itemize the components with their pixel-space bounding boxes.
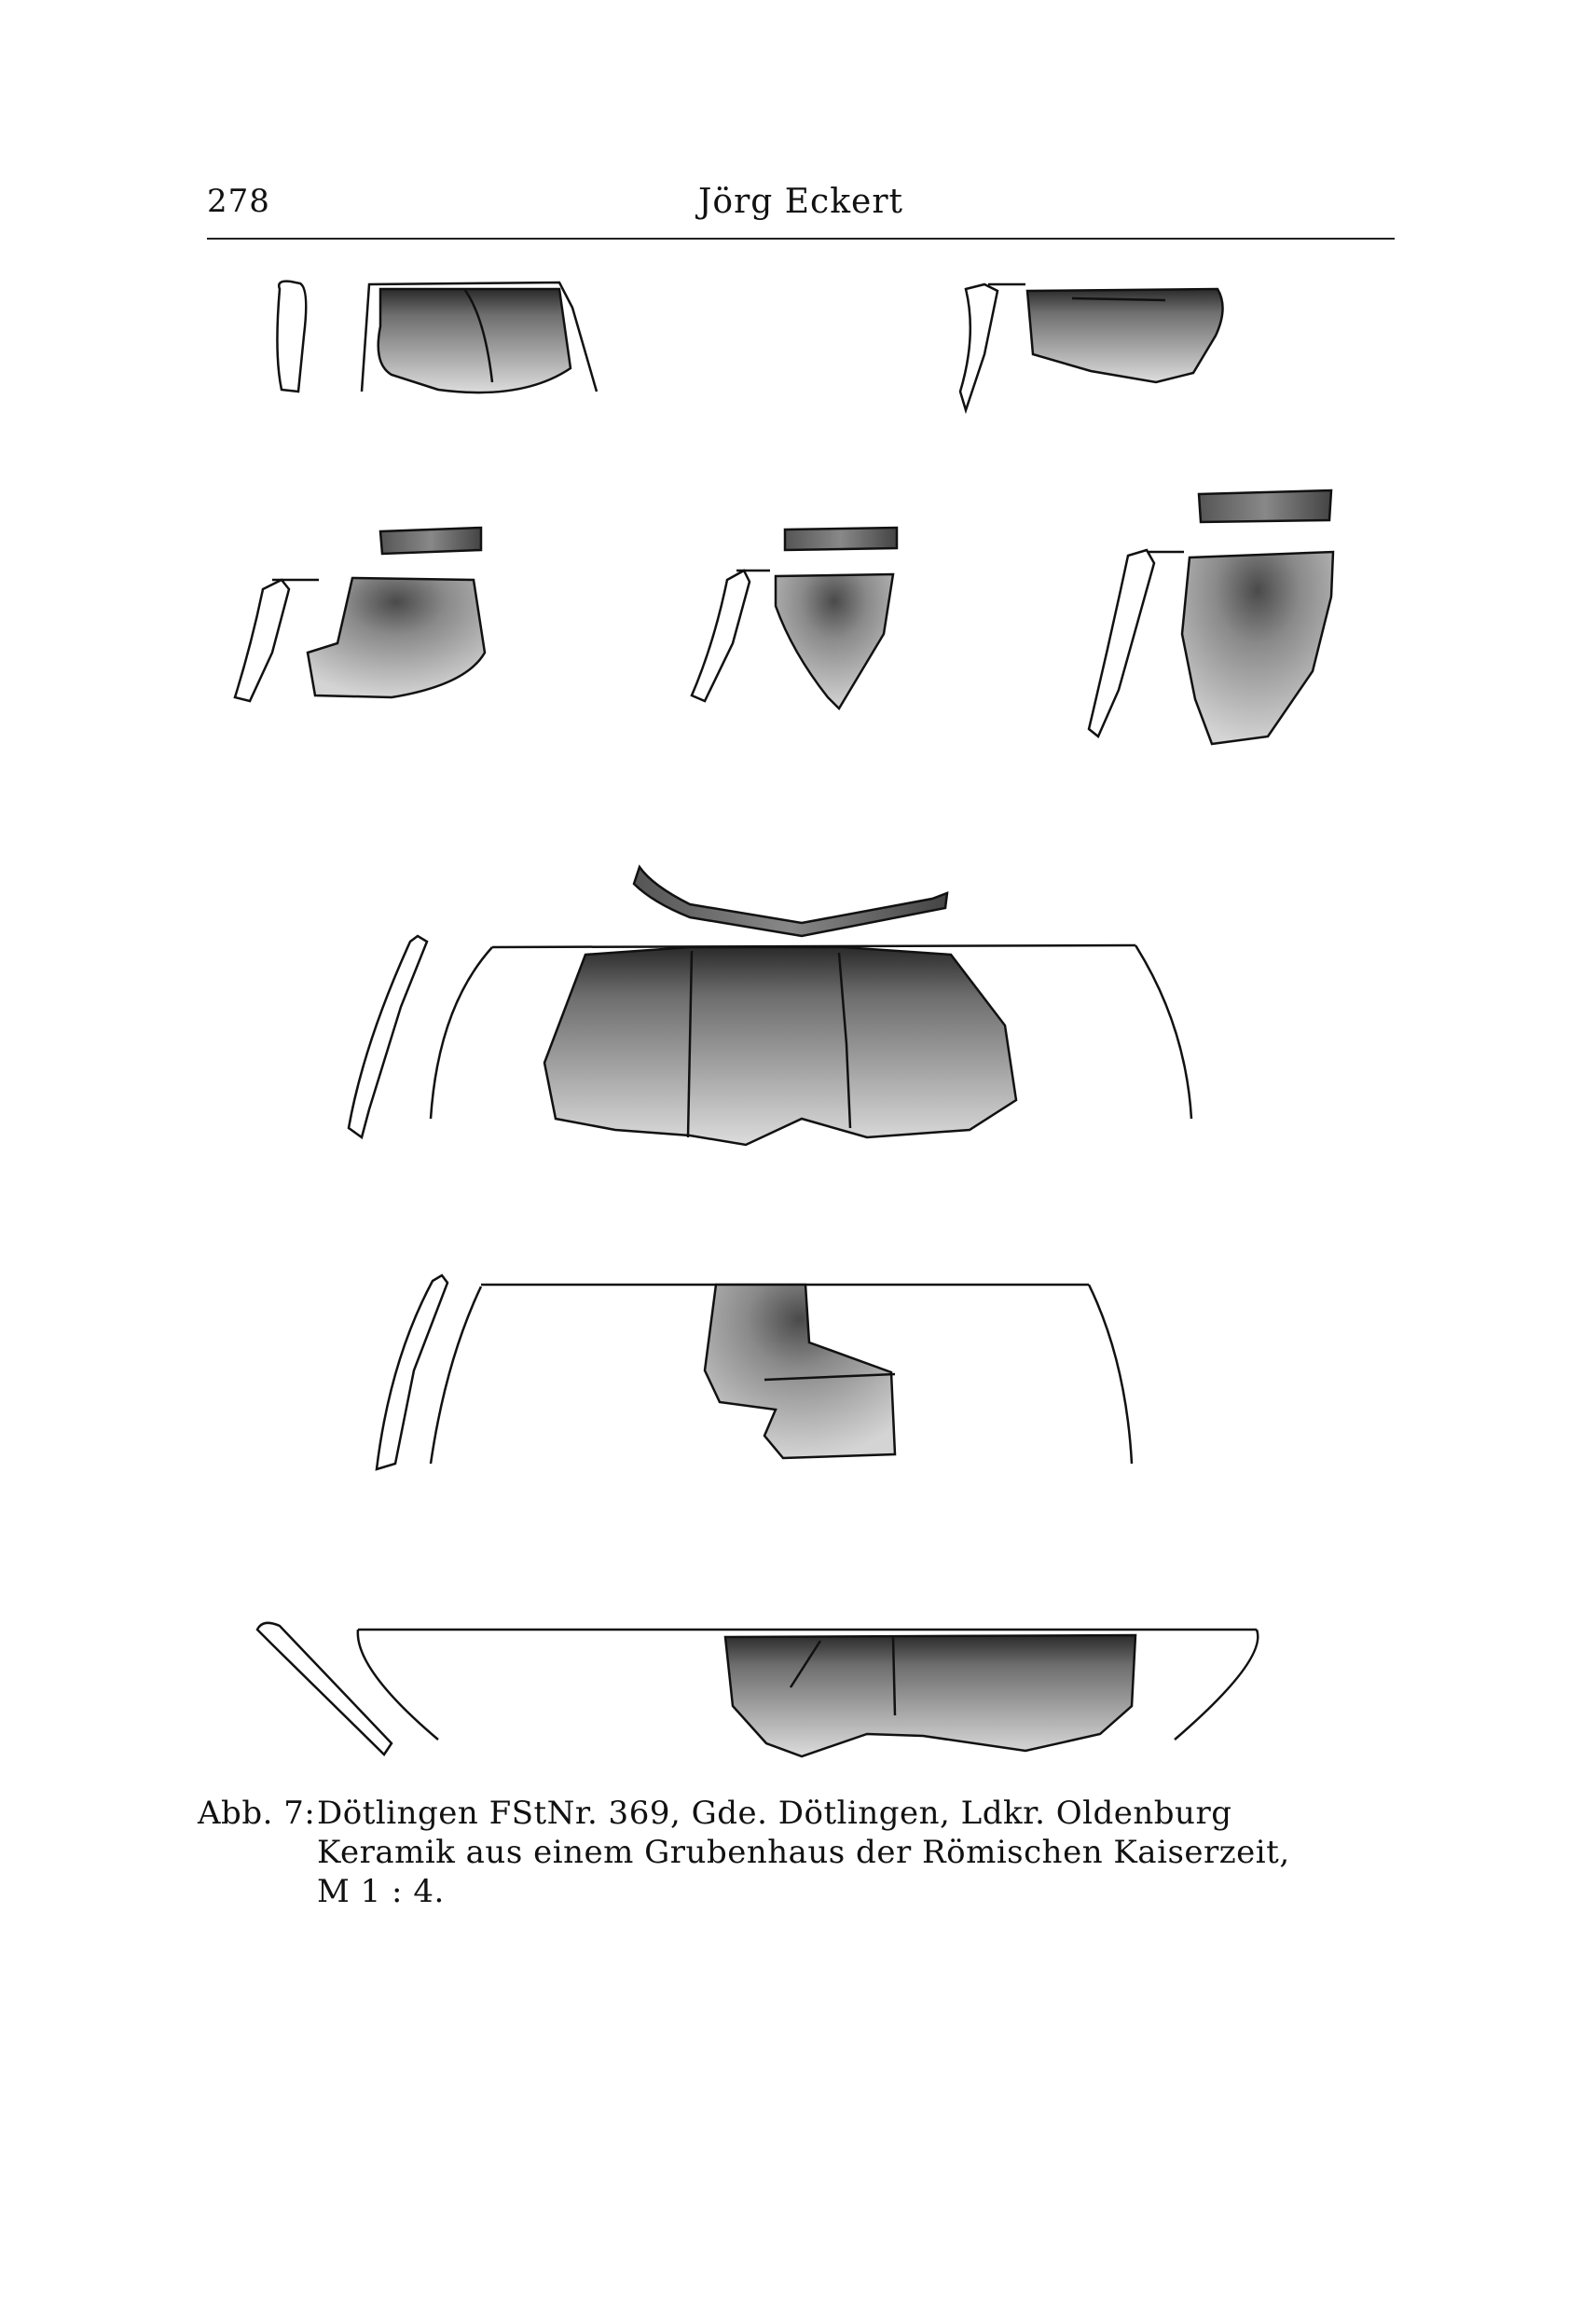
sherd-4 bbox=[692, 528, 897, 709]
page-number: 278 bbox=[207, 183, 270, 220]
vessel-2 bbox=[377, 1275, 1132, 1469]
vessel-3 bbox=[257, 1623, 1258, 1756]
sherd-1 bbox=[277, 282, 597, 392]
sherd-2 bbox=[960, 284, 1223, 410]
caption-line-2: Keramik aus einem Grubenhaus der Römischen Kaiserzeit, M 1 : 4. bbox=[317, 1834, 1290, 1910]
running-head: Jörg Eckert bbox=[697, 183, 904, 221]
sherd-5 bbox=[1089, 490, 1333, 744]
caption-line-1: Dötlingen FStNr. 369, Gde. Dötlingen, Ldkr. Oldenburg bbox=[317, 1795, 1232, 1832]
sherd-3 bbox=[235, 528, 485, 701]
figure-caption bbox=[198, 1794, 1316, 1911]
vessel-1 bbox=[349, 867, 1191, 1145]
caption-label: Abb. 7: bbox=[198, 1795, 316, 1832]
